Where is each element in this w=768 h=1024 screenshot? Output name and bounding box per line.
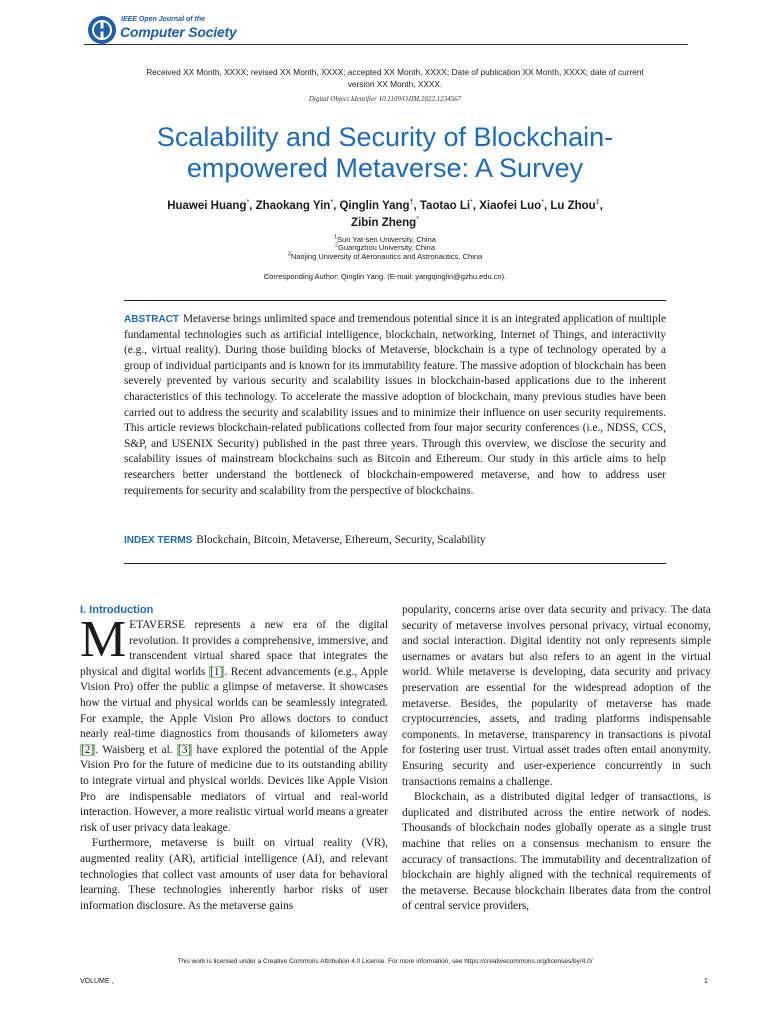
author-mark: † bbox=[409, 199, 414, 207]
abstract-label: ABSTRACT bbox=[124, 314, 179, 325]
citation-link[interactable]: [3] bbox=[177, 743, 192, 756]
received-dates: Received XX Month, XXXX; revised XX Month, XXXX; accepted XX Month, XXXX; Date of publication XX Month, XXXX; date of current version XX Month, XXXX. bbox=[146, 67, 644, 89]
doi: Digital Object Identifier 10.1109/OJIM.2022.1234567 bbox=[308, 95, 462, 103]
right-column bbox=[402, 603, 711, 915]
journal-name-large: Computer Society bbox=[120, 24, 237, 40]
abstract-bottom-divider bbox=[124, 563, 666, 564]
affiliation: $^2$Guangzhou University, China bbox=[334, 242, 436, 253]
abstract bbox=[124, 312, 666, 499]
paper-title: Scalability and Security of Blockchain-empowered Metaverse: A Survey bbox=[156, 122, 614, 183]
index-terms bbox=[124, 533, 666, 548]
author-mark: * bbox=[416, 216, 419, 224]
page-number: 1 bbox=[704, 978, 708, 985]
index-terms-label: INDEX TERMS bbox=[124, 535, 193, 546]
volume-label: VOLUME , bbox=[80, 978, 114, 985]
corresponding-author: Corresponding Author: Qinglin Yang. (E-mail: yangqinglin@gzhu.edu.cn). bbox=[263, 272, 507, 281]
drop-cap: M bbox=[80, 611, 127, 668]
abstract-top-divider bbox=[124, 300, 666, 301]
paragraph: popularity, concerns arise over data security and privacy. The data security of metaverse involves personal privacy, virtual economy, and social interaction. Digital identity not only represents simple usernames or avatars but also refers to an agent in the virtual world. While metaverse is developing, data security and privacy preservation are essential for the widespread adoption of the metaverse. Besides, the popularity of metaverse has made cryptocurrencies, assets, and trading platforms indispensable components. In metaverse, transparency in transactions is pivotal for fostering user trust. Virtual asset trades often entail anonymity. Ensuring security and user-experience concurrently in such transactions remains a challenge. bbox=[402, 604, 711, 788]
author-mark: ‡ bbox=[595, 199, 600, 207]
author-mark: * bbox=[470, 199, 473, 207]
author: Lu Zhou bbox=[550, 200, 596, 212]
header-divider bbox=[84, 44, 688, 45]
author: Qinglin Yang bbox=[339, 200, 410, 212]
citation-link[interactable]: [1] bbox=[209, 665, 224, 678]
index-terms-text: Blockchain, Bitcoin, Metaverse, Ethereum, Security, Scalability bbox=[196, 534, 486, 546]
license-notice: This work is licensed under a Creative Commons Attribution 4.0 License. For more information, see https://creativecommons.org/licenses/by/4.0/ bbox=[177, 958, 593, 965]
author-mark: * bbox=[246, 199, 250, 207]
affiliation: $^3$Nanjing University of Aeronautics and Astronautics, China bbox=[287, 251, 483, 261]
citation-link[interactable]: [2] bbox=[81, 743, 95, 756]
left-column bbox=[80, 603, 388, 914]
author: Zhaokang Yin bbox=[255, 200, 331, 212]
affiliations bbox=[200, 236, 570, 261]
paragraph: METAVERSE represents a new era of the digital revolution. It provides a comprehensive, immersive, and transcendent virtual shared space that integrates the physical and digital worlds [1]. Recent advancements (e.g., Apple Vision Pro) offer the public a glimpse of metaverse. It showcases how the virtual and physical worlds can be seamlessly integrated. For example, the Apple Vision Pro allows doctors to conduct nearly real-time diagnostics from thousands of kilometers away [2]. Waisberg et al. [3] have explored the potential of the Apple Vision Pro for the future of medicine due to its outstanding ability to integrate virtual and physical worlds. Devices like Apple Vision Pro are indispensable mediators of virtual and real-world interaction. However, a more realistic virtual world means a greater risk of user privacy data leakage. bbox=[80, 611, 388, 834]
author: Taotao Li bbox=[419, 200, 471, 212]
author-list: Huawei Huang*, Zhaokang Yin*, Qinglin Yang†, Taotao Li*, Xiaofei Luo*, Lu Zhou‡, Zibin Zheng* bbox=[167, 199, 603, 229]
section-heading: I. Introduction bbox=[80, 604, 154, 616]
abstract-text: Metaverse brings unlimited space and tremendous potential since it is an integrated application of multiple fundamental technologies such as artificial intelligence, blockchain, networking, Internet of Things, and interactivity (e.g., virtual reality). During those building blocks of Metaverse, blockchain is a type of technology operated by a group of individual participants and is known for its immutability feature. The massive adoption of blockchain has been severely prevented by various security and scalability issues in blockchain-based applications due to the inherent characteristics of this technology. To accelerate the massive adoption of blockchain, many previous studies have been carried out to address the security and scalability issues and to minimize their influence on user security requirements. This article reviews blockchain-related publications collected from four major security conferences (i.e., NDSS, CCS, S&P, and USENIX Security) published in the past three years. Through this overview, we disclose the security and scalability issues of mainstream blockchains such as Bitcoin and Ethereum. Our study in this article aims to help researchers better understand the bottleneck of blockchain-empowered metaverse, and how to address user requirements for security and scalability from the perspective of blockchains. bbox=[124, 313, 666, 497]
author: Zibin Zheng bbox=[351, 217, 417, 229]
paragraph: Blockchain, as a distributed digital ledger of transactions, is duplicated and distributed across the entire network of nodes. Thousands of blockchain nodes globally operate as a single trust machine that relies on a consensus mechanism to ensure the accuracy of transactions. The immutability and decentralization of blockchain are highly aligned with the technical requirements of the metaverse. Because blockchain liberates data from the control of central service providers, bbox=[402, 791, 711, 913]
author-mark: * bbox=[541, 199, 544, 207]
journal-name-small: IEEE Open Journal of the bbox=[121, 16, 206, 23]
author-mark: * bbox=[330, 199, 334, 207]
ieee-computer-society-logo bbox=[86, 14, 118, 46]
paragraph: Furthermore, metaverse is built on virtual reality (VR), augmented reality (AR), artificial intelligence (AI), and relevant technologies that collect vast amounts of user data for behavioral learning. These technologies inherently harbor risks of user information disclosure. As the metaverse gains bbox=[80, 837, 388, 912]
author: Huawei Huang bbox=[167, 200, 247, 212]
author: Xiaofei Luo bbox=[479, 200, 542, 212]
affiliation: $^1$Sun Yat-sen University, China bbox=[334, 234, 436, 244]
